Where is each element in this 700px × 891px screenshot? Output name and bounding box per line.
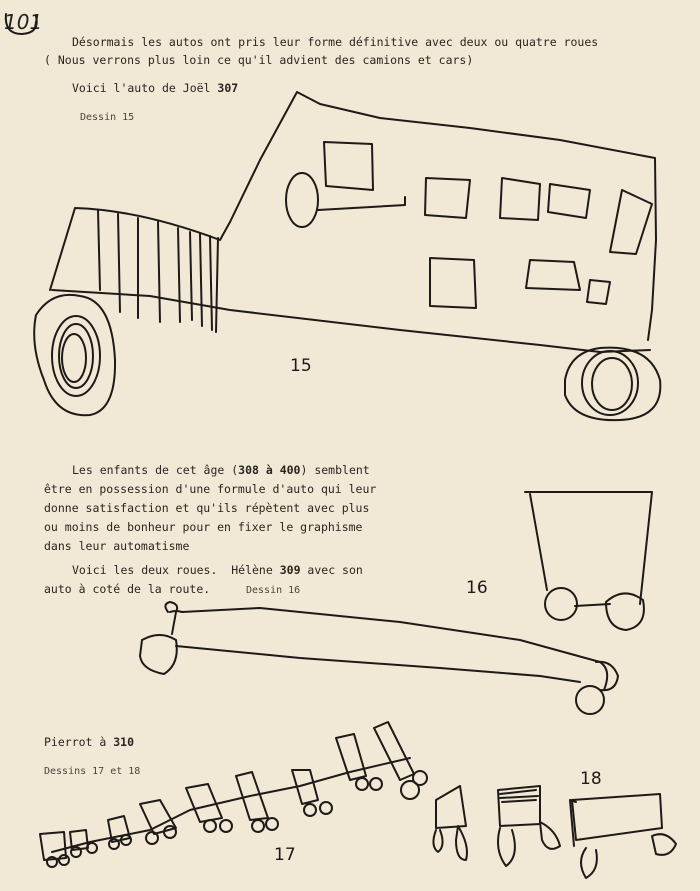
drawing-18-label: 18 (580, 769, 602, 789)
intro-line-1: Désormais les autos ont pris leur forme définitive avec deux ou quatre roues (72, 35, 599, 49)
drawing-15-label: 15 (290, 356, 312, 376)
drawing-18-cars (433, 786, 676, 878)
caption-dessins-17-18: Dessins 17 et 18 (44, 766, 141, 777)
para-l6-bold: 309 (279, 563, 301, 577)
intro-line-2: ( Nous verrons plus loin ce qu'il advient des camions et cars) (44, 53, 474, 67)
para-l6-prefix: Voici les deux roues. Hélène (72, 563, 280, 577)
drawing-17-cars (40, 722, 427, 867)
paragraph-line-4: ou moins de bonheur pour en fixer le graphisme (44, 520, 363, 534)
para-l1-suffix: ) semblent (300, 463, 370, 477)
page-number: 101 (4, 10, 43, 34)
drawing-16-label: 16 (466, 578, 488, 598)
para-l6-suffix: avec son (300, 563, 363, 577)
intro-voici-age: 307 (217, 81, 239, 95)
paragraph-line-5: dans leur automatisme (44, 539, 190, 553)
para-l1-bold: 308 à 400 (238, 463, 301, 477)
paragraph-line-3: donne satisfaction et qu'ils répètent avec plus (44, 501, 370, 515)
para-l1-prefix: Les enfants de cet âge ( (72, 463, 239, 477)
caption-dessin-15: Dessin 15 (80, 112, 135, 123)
drawing-17-label: 17 (274, 845, 296, 865)
pierrot-age: 310 (113, 735, 135, 749)
pierrot-prefix: Pierrot à (44, 735, 114, 749)
intro-voici-prefix: Voici l'auto de Joël (72, 81, 218, 95)
paragraph-line-7: auto à coté de la route. (44, 582, 211, 596)
caption-dessin-16: Dessin 16 (246, 585, 301, 596)
paragraph-line-2: être en possession d'une formule d'auto qui leur (44, 482, 377, 496)
drawing-16-road (140, 602, 618, 714)
page-number-circle (6, 14, 37, 34)
drawing-15-car (34, 92, 660, 420)
drawing-16-car (525, 492, 652, 630)
